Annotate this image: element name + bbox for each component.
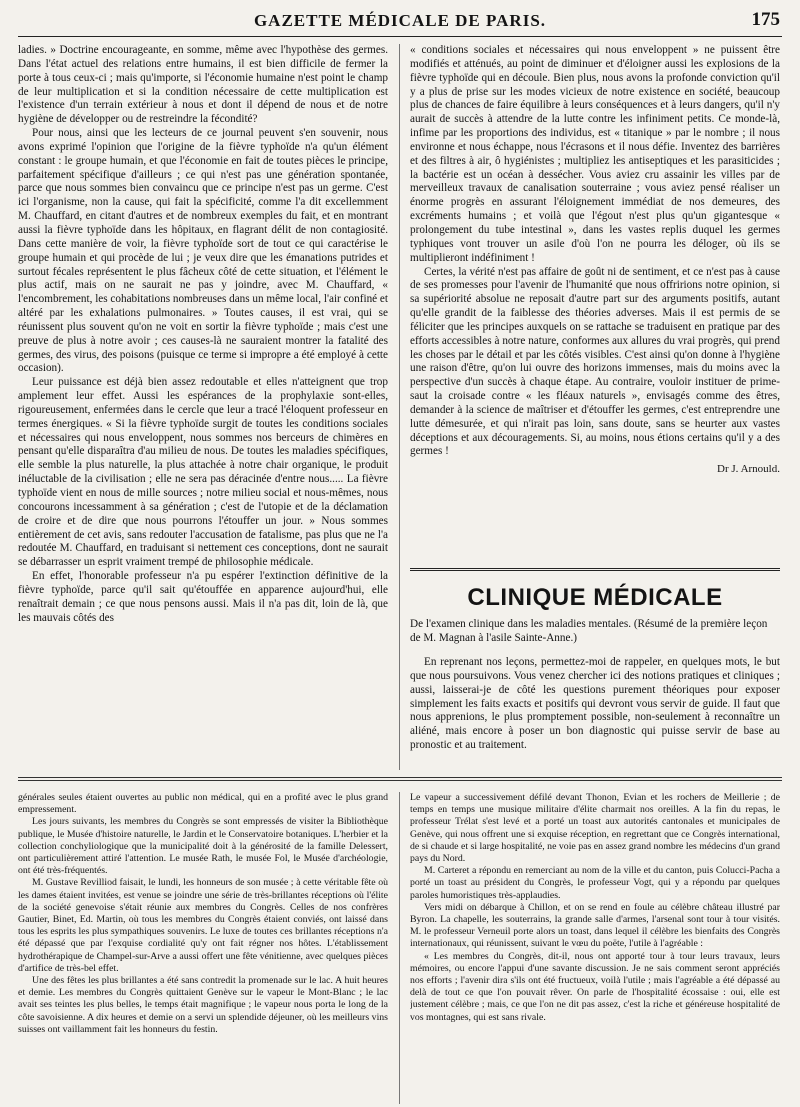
horizontal-rule [18, 777, 782, 778]
author-signature: Dr J. Arnould. [717, 463, 780, 476]
column-1 [18, 44, 388, 769]
section-header [410, 584, 780, 646]
paragraph: Le vapeur a successivement défilé devant Thonon, Evian et les rochers de Meillerie ; de temps en temps une musique militaire d'élite charmait nos oreilles. A la fin du repas, le professeur Trélat s'est levé et a porté un toast aux autorités cantonales et municipales de Genève, qui nous offrent une si exquise réception, en regrettant que ce Congrès international, de si chaude et si large hospitalité, ne voie pas en assez grand nombre les médecins d'un grand pays du Nord. [410, 792, 780, 865]
paragraph: Les jours suivants, les membres du Congrès se sont empressés de visiter la Bibliothèque publique, le Musée d'histoire naturelle, le Jardin et le Conservatoire botaniques. L'herbier et la collection conchyliologique que la municipalité doit à la générosité de la famille Delessert, ont particulièrement attiré l'attention. Le musée Rath, le musée Fol, le Musée d'archéologie, ont été très-fréquentés. [18, 816, 388, 877]
paragraph: M. Gustave Revilliod faisait, le lundi, les honneurs de son musée ; à cette véritable fête où les dames étaient invitées, est venue se joindre une série de très-brillantes réceptions où l'élite de la société genevoise s'était réunie aux membres du Congrès. Celles de nos confrères Gautier, Binet, Ed. Martin, où tous les membres du Congrès étaient conviés, ont laissé dans tous les esprits les plus sympathiques souvenirs. Le luxe de toutes ces brillantes réceptions n'a été dépassé que par l'exquise cordialité qu'y ont fait régner nos hôtes. L'établissement hydrothérapique de Champel-sur-Arve a aussi offert une fête vénitienne, avec quelques pièces d'artifice de très-bel effet. [18, 877, 388, 974]
page-header [18, 6, 782, 37]
section-subtitle: De l'examen clinique dans les maladies mentales. (Résumé de la première leçon de M. Magnan à l'asile Sainte-Anne.) [410, 618, 768, 644]
paragraph: Certes, la vérité n'est pas affaire de goût ni de sentiment, et ce n'est pas à cause de ses promesses pour l'avenir de l'humanité que nous offririons notre opinion, si sa supériorité absolue ne reposait d'autre part sur des arguments positifs, autant qu'elle grandit de la faiblesse des théories adverses. Mais il est permis de se féliciter que les principes auxquels on se rattache se traduisent en pratique par des efforts accessibles à notre nature, conformes aux allures du vrai progrès, qui prend les choses par le détail et par les côtés visibles. C'est ainsi qu'on donne à l'hygiène une raison d'être, qu'on lui ouvre des horizons immenses, mais du moins avec la perspective d'un succès à chaque étape. Au contraire, vouloir instituer de prime-saut la croisade contre « les fléaux naturels », envisagés comme des êtres, demander à la science de maîtriser et d'étouffer les germes, c'est entreprendre une lutte démesurée, et qui n'irait pas loin, sans doute, sans se heurter aux vastes déceptions et aux découragements. Si, au moins, nous étions certains qu'il y a des germes ! [410, 265, 780, 458]
paragraph: M. Carteret a répondu en remerciant au nom de la ville et du canton, puis Colucci-Pacha a porté un toast au président du Congrès, le professeur Vogt, qui y a répondu par quelques paroles humoristiques très-applaudies. [410, 865, 780, 901]
column-2 [410, 44, 780, 534]
paragraph: Une des fêtes les plus brillantes a été sans contredit la promenade sur le lac. A huit heures et demie. Les membres du Congrès quittaient Genève sur le vapeur le Mont-Blanc ; le lac avait ses teintes les plus belles, le temps était magnifique ; le vapeur nous porta le long de la côte savoisienne. A dix heures et demie on a servi un splendide déjeuner, où les meilleurs vins suisses ont vaillamment fait les honneurs du festin. [18, 975, 388, 1035]
journal-title: GAZETTE MÉDICALE DE PARIS. [253, 11, 547, 30]
clinique-body [410, 656, 780, 768]
column-divider [399, 792, 400, 1104]
column-4 [410, 792, 780, 1104]
paragraph: ladies. » Doctrine encourageante, en somme, même avec l'hypothèse des germes. Dans l'état actuel des relations entre humains, il est bien difficile de fermer la porte à tous ceux-ci ; mais qu'importe, si l'économie humaine n'est point le champ de leur multiplication et si la condition nécessaire de cette multiplication est l'existence d'un terrain extérieur à nous et dont il dépend de nous et de notre hygiène de développer ou de restreindre la fécondité? [18, 44, 388, 126]
paragraph: « Les membres du Congrès, dit-il, nous ont apporté tour à tour leurs travaux, leurs mémoires, ou encore l'appui d'une savante discussion. Je ne sais comment seront appréciés nos efforts ; l'avenir dira s'ils ont été fructueux, voilà l'utile ; mais l'agréable a été dépassé au delà de tout ce que l'on pouvait rêver. On parle de l'hospitalité écossaise : oui, elle est justement célèbre ; mais, ce que l'on ne dit pas assez, c'est la riche et généreuse hospitalité de vos montagnes, qui est sans rivale. [410, 950, 780, 1023]
paragraph: Pour nous, ainsi que les lecteurs de ce journal peuvent s'en souvenir, nous avons exprimé l'opinion que l'origine de la fièvre typhoïde n'a qu'un élément constant : le groupe humain, et que l'économie en fait de toutes pièces le principe, parfaitement spécifique d'ailleurs ; ce qui n'est pas une génération spontanée, parce que nous sommes bien convaincu que ce principe n'est pas un germe. C'est ici l'organisme, non la cause, qui fait la spécificité, comme l'a dit excellemment M. Chauffard, en citant d'autres et de nombreux exemples du fait, et en montrant aussi la fièvre typhoïde dans les hôpitaux, en flagrant délit de non contagiosité. Dans cette manière de voir, la fièvre typhoïde sort de tout ce qui caractérise le groupe humain et qui procède de lui ; je veux dire que les émanations putrides et surtout fécales représentent le plus fâcheux côté de cette situation, et l'élément le plus actif, mais on ne saurait ne pas y joindre, avec M. Chauffard, « l'encombrement, les cohabitations nombreuses dans un même local, l'air confiné et altéré par les exhalations pulmonaires. » Toutes causes, il est vrai, qui se réunissent plus souvent qu'on ne voit en sortir la fièvre typhoïde ; mais c'est une preuve de plus à notre avoir ; ces causes-là ne sauraient montrer la fatalité des germes, des virus, des poisons (puisque ce terme si impropre a été employé à cette occasion). [18, 127, 388, 375]
paragraph: générales seules étaient ouvertes au public non médical, qui en a profité avec le plus grand empressement. [18, 792, 388, 816]
section-rule [410, 568, 780, 571]
paragraph: Leur puissance est déjà bien assez redoutable et elles n'atteignent que trop amplement leur effet. Aussi les espérances de la prophylaxie sont-elles, rigoureusement, enfermées dans le cercle que leur a tracé l'éloquent professeur en termes énergiques. « Si la fièvre typhoïde surgit de toutes les conditions sociales et nécessaires qui nous enveloppent, nous sommes nos berceurs de chimères en pensant qu'elle disparaîtra d'au milieu de nous. De toutes les maladies spécifiques, elle semble la plus naturelle, la plus attachée à notre chair organique, le produit inéluctable de la civilisation ; elle ne sera pas déracinée d'entre nous..... La fièvre typhoïde vient en nous de mille sources ; notre milieu social et nous-mêmes, nous concourons incessamment à sa génération ; c'est de l'utopie et de la déclamation de croire et de dire que nous pourrons l'étouffer un jour. » Nous sommes entièrement de cet avis, sans redouter l'accusation de fatalisme, pas plus que ne l'a redoutée M. Chauffard, en traduisant si nettement ces conceptions, dont ne saurait se débarrasser un esprit vraiment trempé de philosophie médicale. [18, 376, 388, 569]
paragraph: « conditions sociales et nécessaires qui nous enveloppent » ne puissent être modifiés et atténués, au point de diminuer et d'éloigner aussi les explosions de la fièvre typhoïde qui en découle. Bien plus, nous avons la profonde conviction qu'il y a plus de prise sur les modes vicieux de notre existence en société, beaucoup plus de chances de faire équilibre à leurs conséquences et à leurs dangers, qu'il n'y aurait de succès à attendre de la lutte contre les infiniment petits. Ce monde-là, infime par les proportions des individus, est « titanique » par le nombre ; il nous environne et nous échappe, nous l'écrasons et il nous défie. Inventez des barrières et des filtres à air, ô hygiénistes ; multipliez les antiseptiques et les parasiticides ; la bactérie est un océan à dessécher. Vous aviez cru assainir les villes par de merveilleux travaux de canalisation souterraine ; vous aviez pensé réaliser un énorme progrès en assurant l'éloignement immédiat de nos demeures, des excréments humains ; et voilà que l'égout n'est plus qu'un gigantesque « prolongement du tube intestinal », dans les vastes replis duquel les germes typhiques vont trouver un asile d'où l'on ne pourra les déloger, où ils se multiplieront indéfiniment ! [410, 44, 780, 264]
paragraph: En reprenant nos leçons, permettez-moi de rappeler, en quelques mots, le but que nous poursuivons. Vous venez chercher ici des notions pratiques et cliniques ; aussi, laisserai-je de côté les questions purement théoriques pour exposer simplement les faits exacts et positifs qui devront vous servir de guide. Il faut que nous apprenions, le plus promptement possible, non-seulement à reconnaître un aliéné, mais encore à poser un bon diagnostic qui puisse servir de base au pronostic et au traitement. [410, 656, 780, 752]
section-title: CLINIQUE MÉDICALE [467, 584, 723, 611]
horizontal-rule [18, 780, 782, 781]
page-number: 175 [751, 9, 780, 30]
column-divider [399, 44, 400, 770]
paragraph: En effet, l'honorable professeur n'a pu espérer l'extinction définitive de la fièvre typhoïde, parce qu'il sait qu'étouffée en apparence aujourd'hui, elle renaîtrait demain ; ce que nous pensons aussi. Mais il n'a pas dit, loin de là, que les mauvais côtés des [18, 570, 388, 624]
paragraph: Vers midi on débarque à Chillon, et on se rend en foule au célèbre château illustré par Byron. La chapelle, les souterrains, la grande salle d'armes, l'arsenal sont tour à tour visités. M. le professeur Verneuil porte alors un toast, dans lequel il célèbre les bienfaits des Congrès internationaux, qui réunissent, suivant le vœu du poëte, l'utile à l'agréable : [410, 901, 780, 950]
column-3 [18, 792, 388, 1104]
